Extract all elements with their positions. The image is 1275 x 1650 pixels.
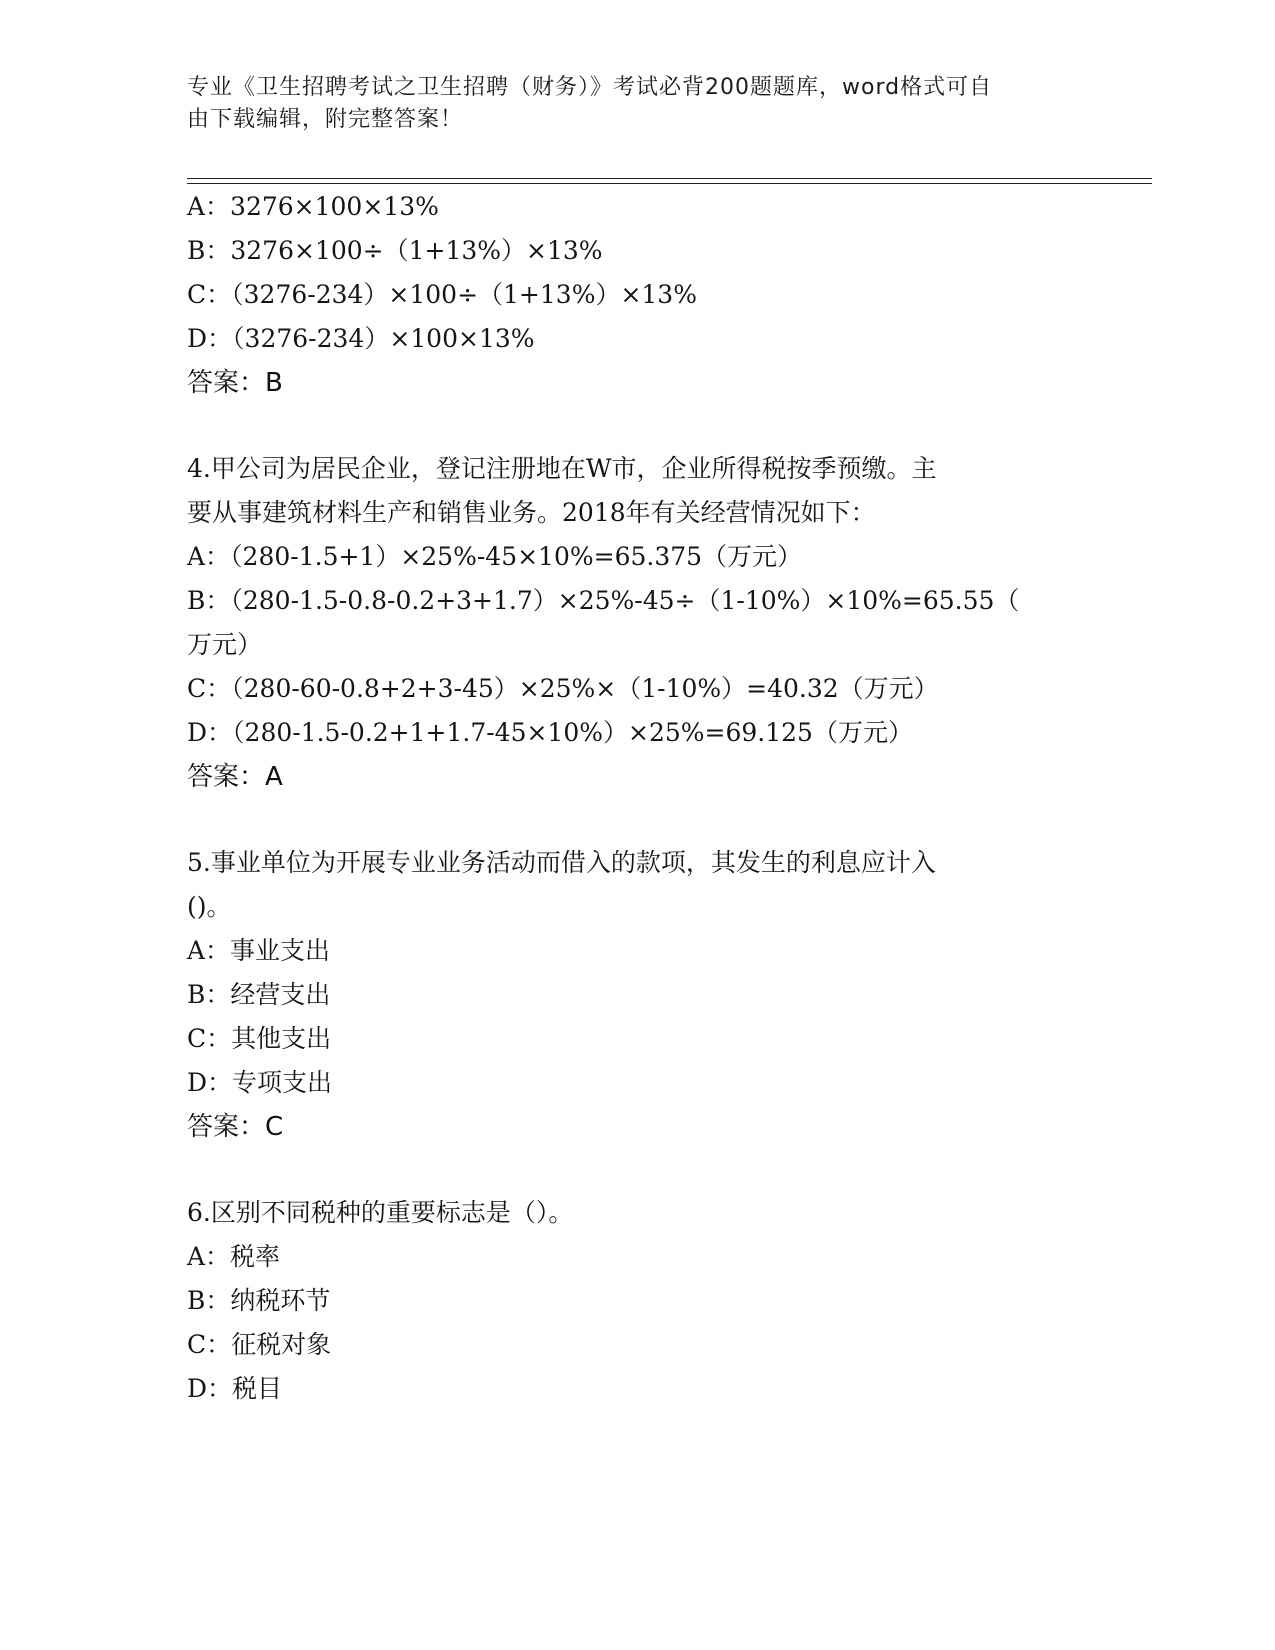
q5-option-c: C：其他支出 <box>187 1024 332 1053</box>
q4-answer: 答案：A <box>187 762 283 792</box>
q5-option-d: D：专项支出 <box>187 1068 333 1097</box>
q5-stem-line-1: 5.事业单位为开展专业业务活动而借入的款项，其发生的利息应计入 <box>187 848 936 877</box>
q4-stem-line-2: 要从事建筑材料生产和销售业务。2018年有关经营情况如下： <box>187 498 876 527</box>
q6-option-c: C：征税对象 <box>187 1330 332 1359</box>
q6-option-d: D：税目 <box>187 1374 283 1403</box>
q4-option-d: D：（280-1.5-0.2+1+1.7-45×10%）×25%=69.125（万元） <box>187 718 913 747</box>
header-line-2: 由下载编辑，附完整答案！ <box>187 107 464 132</box>
q6-option-b: B：纳税环节 <box>187 1286 331 1315</box>
q5-option-a: A：事业支出 <box>187 936 331 965</box>
q3-answer: 答案：B <box>187 368 283 398</box>
q4-option-b-line-2: 万元） <box>187 630 263 659</box>
q4-stem-line-1: 4.甲公司为居民企业，登记注册地在W市，企业所得税按季预缴。主 <box>187 454 937 483</box>
q4-option-c: C：（280-60-0.8+2+3-45）×25%×（1-10%）=40.32（万元） <box>187 674 939 703</box>
q5-option-b: B：经营支出 <box>187 980 331 1009</box>
q3-option-d: D：（3276-234）×100×13% <box>187 324 535 353</box>
document-header <box>187 72 1067 136</box>
header-divider-top <box>187 178 1152 179</box>
q5-answer: 答案：C <box>187 1112 284 1142</box>
q4-option-b-line-1: B：（280-1.5-0.8-0.2+3+1.7）×25%-45÷（1-10%）×10%=65.55（ <box>187 586 1020 615</box>
header-line-1: 专业《卫生招聘考试之卫生招聘（财务）》考试必背200题题库，word格式可自 <box>187 75 993 100</box>
q3-option-b: B：3276×100÷（1+13%）×13% <box>187 236 603 265</box>
q6-stem: 6.区别不同税种的重要标志是（）。 <box>187 1198 574 1227</box>
header-divider-bottom <box>187 183 1152 184</box>
q5-stem-line-2: ()。 <box>187 892 232 921</box>
q3-option-a: A：3276×100×13% <box>187 192 439 221</box>
q4-option-a: A：（280-1.5+1）×25%-45×10%=65.375（万元） <box>187 542 803 571</box>
q6-option-a: A：税率 <box>187 1242 281 1271</box>
q3-option-c: C：（3276-234）×100÷（1+13%）×13% <box>187 280 697 309</box>
